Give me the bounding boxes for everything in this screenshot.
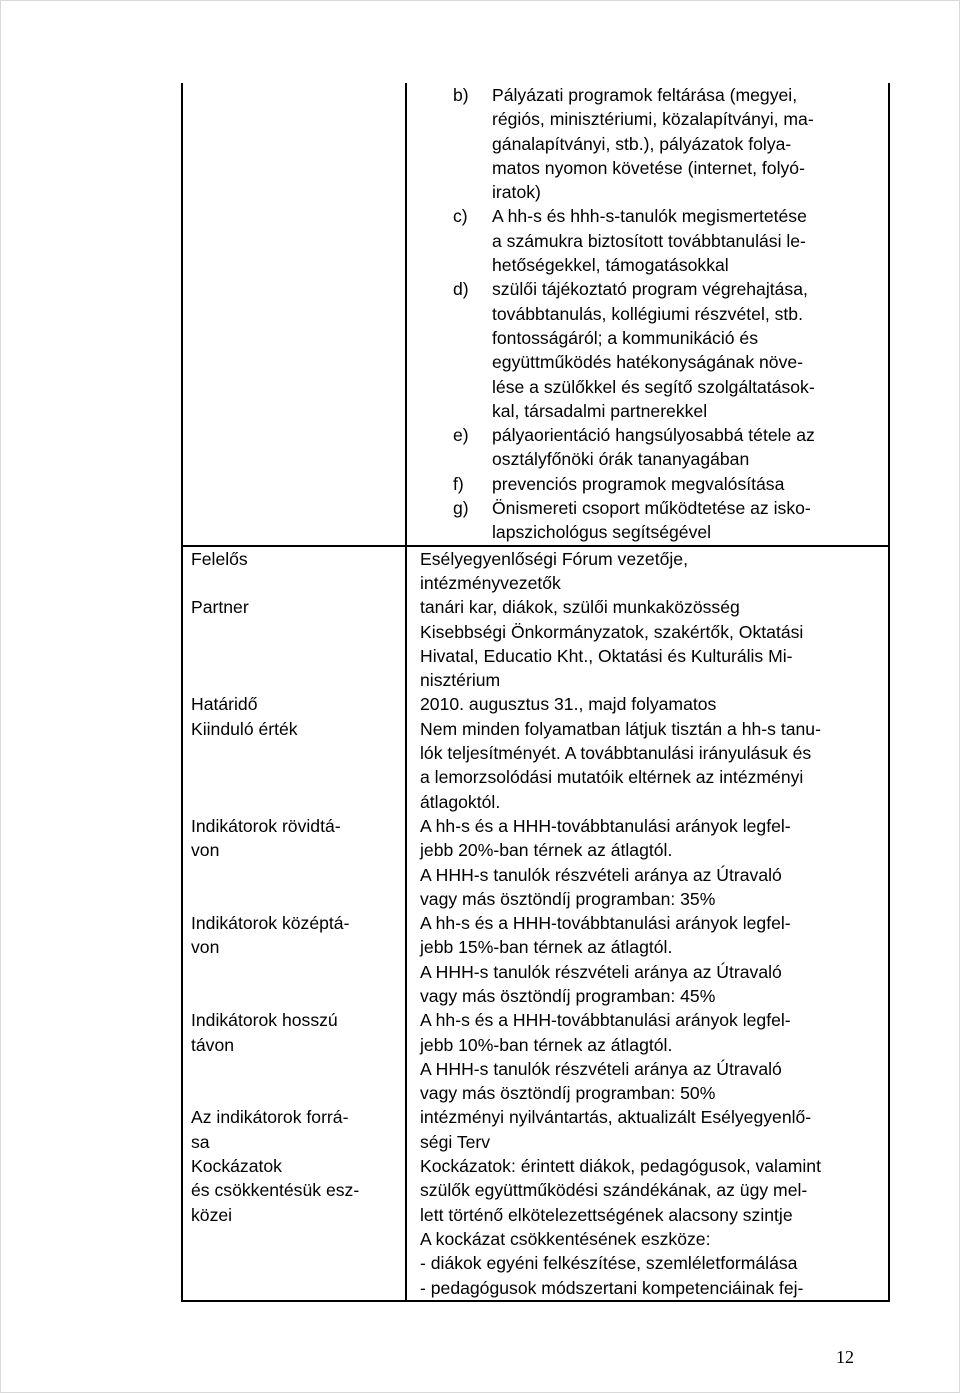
table-row: [182, 1154, 889, 1301]
row-label: [182, 1105, 406, 1154]
row-value: [406, 692, 889, 716]
row-label: [182, 814, 406, 911]
task-letter: d): [453, 279, 469, 300]
text-line: régiós, minisztériumi, közalapítványi, ma-: [492, 109, 814, 130]
text-line: Kiinduló érték: [191, 718, 298, 739]
row-value: [406, 1008, 889, 1105]
table-row: [182, 83, 889, 546]
page-number: 12: [836, 1347, 854, 1367]
text-line: vagy más ösztöndíj programban: 45%: [420, 985, 716, 1006]
row-label: [182, 546, 406, 596]
label-cell: [182, 83, 406, 546]
text-line: a számukra biztosított továbbtanulási le-: [492, 230, 806, 251]
text-line: és csökkentésük esz-: [191, 1180, 360, 1201]
text-line: Partner: [191, 597, 249, 618]
text-line: ségi Terv: [420, 1131, 491, 1152]
table-row: [182, 814, 889, 911]
text-line: Határidő: [191, 694, 258, 715]
text-line: Esélyegyenlőségi Fórum vezetője,: [420, 548, 688, 569]
table-row: [182, 546, 889, 596]
tasks-list: [420, 83, 878, 545]
text-line: lett történő elkötelezettségének alacsony szintje: [420, 1204, 793, 1225]
text-line: jebb 20%-ban térnek az átlagtól.: [420, 840, 673, 861]
text-line: - pedagógusok módszertani kompetenciáinak fej-: [420, 1277, 804, 1298]
text-line: továbbtanulás, kollégiumi részvétel, stb.: [492, 303, 803, 324]
text-line: osztályfőnöki órák tananyagában: [492, 449, 750, 470]
text-line: nisztérium: [420, 670, 501, 691]
text-line: Felelős: [191, 548, 248, 569]
task-item: [453, 496, 878, 545]
row-value: [406, 814, 889, 911]
text-line: Az indikátorok forrá-: [191, 1107, 349, 1128]
row-value: [406, 546, 889, 596]
table-row: [182, 595, 889, 692]
text-line: sa: [191, 1131, 210, 1152]
table-row: [182, 1008, 889, 1105]
text-line: vagy más ösztöndíj programban: 50%: [420, 1083, 716, 1104]
text-line: iratok): [492, 182, 541, 203]
text-line: fontosságáról; a kommunikáció és: [492, 327, 758, 348]
text-line: távon: [191, 1034, 235, 1055]
table-row: [182, 911, 889, 1008]
text-line: matos nyomon követése (internet, folyó-: [492, 157, 805, 178]
task-letter: f): [453, 473, 464, 494]
text-line: kal, társadalmi partnerekkel: [492, 400, 708, 421]
text-line: lése a szülőkkel és segítő szolgáltatások-: [492, 376, 815, 397]
task-item: [453, 277, 878, 423]
text-line: intézményi nyilvántartás, aktualizált Esélyegyenlő-: [420, 1107, 812, 1128]
task-item: [453, 472, 878, 496]
text-line: pályaorientáció hangsúlyosabbá tétele az: [492, 425, 815, 446]
action-plan-table: [181, 83, 890, 1302]
text-line: Kockázatok: érintett diákok, pedagógusok, valamint: [420, 1156, 821, 1177]
text-line: a lemorzsolódási mutatóik eltérnek az intézményi: [420, 767, 804, 788]
task-item: [453, 423, 878, 472]
text-line: közei: [191, 1204, 233, 1225]
text-line: Indikátorok rövidtá-: [191, 815, 341, 836]
table-row: [182, 717, 889, 814]
text-line: intézményvezetők: [420, 572, 561, 593]
task-letter: e): [453, 425, 469, 446]
row-label: [182, 1154, 406, 1301]
task-item: [453, 83, 878, 204]
text-line: Kisebbségi Önkormányzatok, szakértők, Oktatási: [420, 621, 804, 642]
row-label: [182, 717, 406, 814]
text-line: Indikátorok hosszú: [191, 1010, 338, 1031]
text-line: szülők együttműködési szándékának, az ügy mel-: [420, 1180, 808, 1201]
row-label: [182, 1008, 406, 1105]
text-line: Hivatal, Educatio Kht., Oktatási és Kulturális Mi-: [420, 645, 793, 666]
text-line: vagy más ösztöndíj programban: 35%: [420, 888, 716, 909]
text-line: A hh-s és a HHH-továbbtanulási arányok legfel-: [420, 815, 791, 836]
row-label: [182, 911, 406, 1008]
row-value: [406, 717, 889, 814]
text-line: Indikátorok középtá-: [191, 913, 350, 934]
row-value: [406, 1154, 889, 1301]
text-line: lók teljesítményét. A továbbtanulási irányulásuk és: [420, 743, 812, 764]
text-line: A hh-s és a HHH-továbbtanulási arányok legfel-: [420, 1010, 791, 1031]
text-line: tanári kar, diákok, szülői munkaközösség: [420, 597, 740, 618]
task-item: [453, 204, 878, 277]
text-line: - diákok egyéni felkészítése, szemléletformálása: [420, 1253, 798, 1274]
tasks-cell: [406, 83, 889, 546]
text-line: átlagoktól.: [420, 791, 501, 812]
task-letter: b): [453, 85, 469, 105]
text-line: Önismereti csoport működtetése az isko-: [492, 498, 811, 519]
table-row: [182, 1105, 889, 1154]
text-line: szülői tájékoztató program végrehajtása,: [492, 279, 808, 300]
text-line: A HHH-s tanulók részvételi aránya az Útravaló: [420, 864, 782, 885]
task-letter: g): [453, 498, 469, 519]
row-label: [182, 595, 406, 692]
row-value: [406, 1105, 889, 1154]
text-line: A HHH-s tanulók részvételi aránya az Útravaló: [420, 1058, 782, 1079]
text-line: von: [191, 840, 220, 861]
text-line: Kockázatok: [191, 1156, 282, 1177]
row-value: [406, 595, 889, 692]
task-letter: c): [453, 206, 468, 227]
text-line: A hh-s és a HHH-továbbtanulási arányok legfel-: [420, 913, 791, 934]
text-line: 2010. augusztus 31., majd folyamatos: [420, 694, 717, 715]
text-line: Nem minden folyamatban látjuk tisztán a hh-s tanu-: [420, 718, 821, 739]
row-label: [182, 692, 406, 716]
text-line: együttműködés hatékonyságának növe-: [492, 352, 804, 373]
text-line: gánalapítványi, stb.), pályázatok folya-: [492, 133, 792, 154]
text-line: jebb 15%-ban térnek az átlagtól.: [420, 937, 673, 958]
text-line: jebb 10%-ban térnek az átlagtól.: [420, 1034, 673, 1055]
rows-body: [182, 546, 889, 1301]
text-line: A kockázat csökkentésének eszköze:: [420, 1228, 711, 1249]
text-line: lapszichológus segítségével: [492, 522, 712, 543]
row-value: [406, 911, 889, 1008]
text-line: hetőségekkel, támogatásokkal: [492, 255, 729, 276]
table-row: [182, 692, 889, 716]
text-line: Pályázati programok feltárása (megyei,: [492, 85, 798, 105]
text-line: A hh-s és hhh-s-tanulók megismertetése: [492, 206, 807, 227]
text-line: A HHH-s tanulók részvételi aránya az Útravaló: [420, 961, 782, 982]
text-line: von: [191, 937, 220, 958]
text-line: prevenciós programok megvalósítása: [492, 473, 785, 494]
